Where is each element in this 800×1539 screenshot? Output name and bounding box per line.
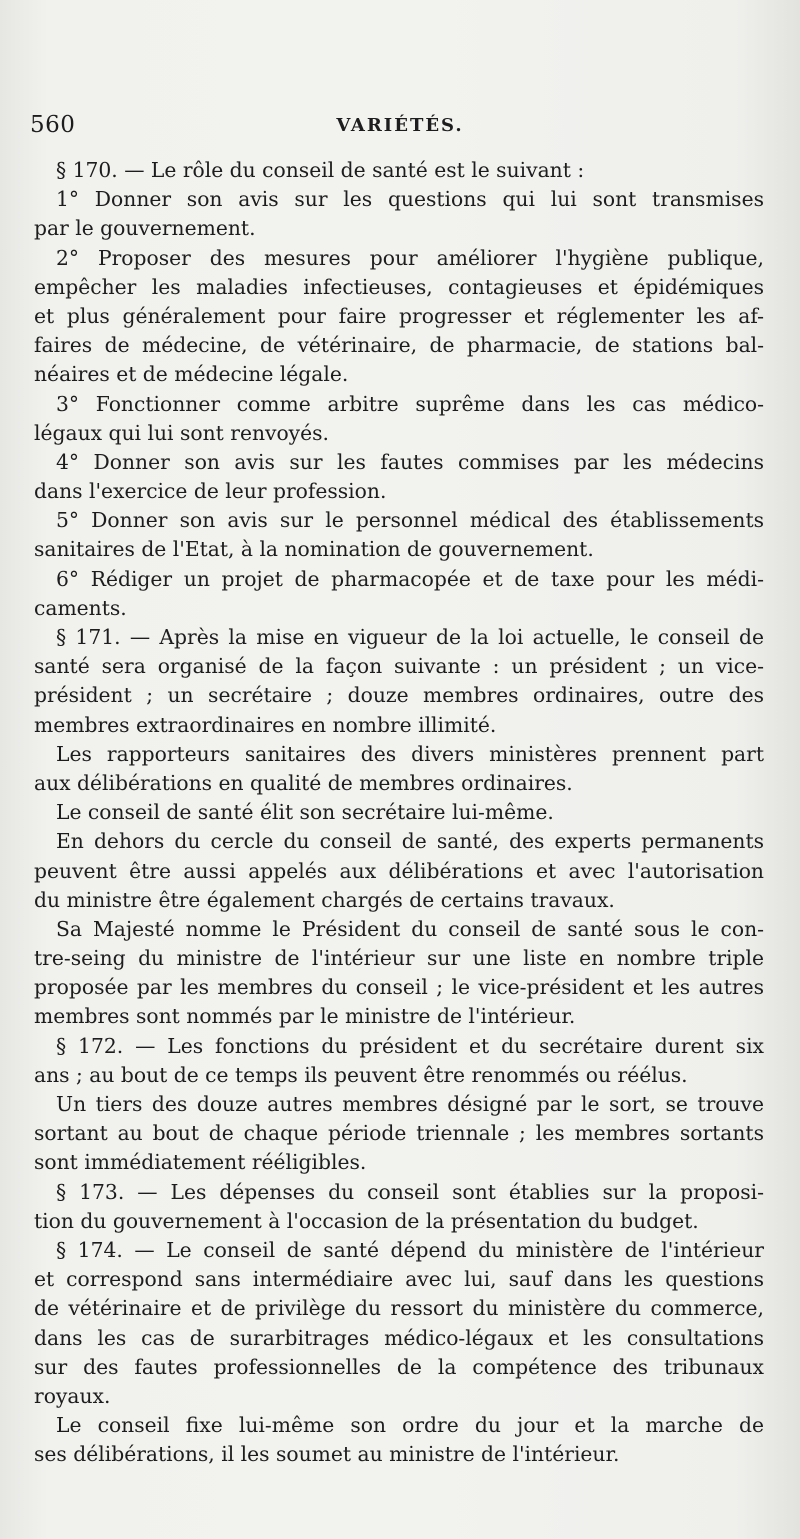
text-line: sont immédiatement rééligibles. xyxy=(34,1150,367,1175)
text-line: membres extraordinaires en nombre illimité. xyxy=(34,712,497,737)
text-line: santé sera organisé de la façon suivante : un président ; un vice- xyxy=(34,654,764,679)
text-line: § 170. — Le rôle du conseil de santé est le suivant : xyxy=(56,158,585,182)
text-line: 3° Fonctionner comme arbitre suprême dans les cas médico- xyxy=(56,391,764,416)
text-line: royaux. xyxy=(34,1383,111,1408)
page-number: 560 xyxy=(30,112,76,138)
text-line: et plus généralement pour faire progresser et réglementer les af- xyxy=(34,303,764,328)
text-line: ses délibérations, il les soumet au ministre de l'intérieur. xyxy=(34,1442,620,1467)
text-line: néaires et de médecine légale. xyxy=(34,362,349,387)
text-line: aux délibérations en qualité de membres ordinaires. xyxy=(34,770,573,795)
text-line: 5° Donner son avis sur le personnel médical des établissements xyxy=(56,508,764,533)
text-line: Les rapporteurs sanitaires des divers ministères prennent part xyxy=(56,741,764,766)
text-line: peuvent être aussi appelés aux délibérations et avec l'autorisation xyxy=(34,858,764,883)
text-line: tre-seing du ministre de l'intérieur sur une liste en nombre triple xyxy=(34,946,764,971)
text-line: du ministre être également chargés de certains travaux. xyxy=(34,887,615,912)
text-line: § 171. — Après la mise en vigueur de la loi actuelle, le conseil de xyxy=(56,625,764,649)
text-line: tion du gouvernement à l'occasion de la présentation du budget. xyxy=(34,1208,699,1233)
text-line: ans ; au bout de ce temps ils peuvent être renommés ou réélus. xyxy=(34,1062,688,1087)
text-line: président ; un secrétaire ; douze membres ordinaires, outre des xyxy=(34,683,764,708)
page-header xyxy=(30,112,770,142)
text-line: dans les cas de surarbitrages médico-légaux et les consultations xyxy=(34,1325,764,1350)
text-line: § 173. — Les dépenses du conseil sont établies sur la proposi- xyxy=(56,1179,764,1204)
text-line: sortant au bout de chaque période triennale ; les membres sortants xyxy=(34,1121,764,1146)
text-line: § 172. — Les fonctions du président et du secrétaire durent six xyxy=(56,1033,764,1058)
body-text xyxy=(34,156,764,1469)
text-line: membres sont nommés par le ministre de l'intérieur. xyxy=(34,1004,576,1029)
text-line: Le conseil de santé élit son secrétaire lui-même. xyxy=(56,800,554,825)
text-line: de vétérinaire et de privilège du ressort du ministère du commerce, xyxy=(34,1296,764,1321)
text-line: proposée par les membres du conseil ; le vice-président et les autres xyxy=(34,975,764,1000)
text-line: Un tiers des douze autres membres désigné par le sort, se trouve xyxy=(56,1092,764,1116)
text-line: 4° Donner son avis sur les fautes commises par les médecins xyxy=(56,449,764,474)
text-line: faires de médecine, de vétérinaire, de pharmacie, de stations bal- xyxy=(34,333,764,358)
text-line: 2° Proposer des mesures pour améliorer l'hygiène publique, xyxy=(56,245,764,270)
text-line: empêcher les maladies infectieuses, contagieuses et épidémiques xyxy=(34,274,764,299)
text-line: par le gouvernement. xyxy=(34,216,256,241)
text-line: légaux qui lui sont renvoyés. xyxy=(34,420,329,445)
text-line: 1° Donner son avis sur les questions qui lui sont transmises xyxy=(56,187,764,212)
text-line: § 174. — Le conseil de santé dépend du ministère de l'intérieur xyxy=(56,1237,764,1262)
text-line: Sa Majesté nomme le Président du conseil de santé sous le con- xyxy=(56,916,764,941)
text-line: sanitaires de l'Etat, à la nomination de gouvernement. xyxy=(34,537,594,562)
text-line: caments. xyxy=(34,595,127,620)
running-title: VARIÉTÉS. xyxy=(336,115,464,136)
text-line: Le conseil fixe lui-même son ordre du jour et la marche de xyxy=(56,1413,764,1438)
text-line: sur des fautes professionnelles de la compétence des tribunaux xyxy=(34,1354,764,1379)
text-line: En dehors du cercle du conseil de santé, des experts permanents xyxy=(56,829,764,854)
text-line: et correspond sans intermédiaire avec lui, sauf dans les questions xyxy=(34,1267,764,1292)
text-line: dans l'exercice de leur profession. xyxy=(34,479,387,504)
text-line: 6° Rédiger un projet de pharmacopée et de taxe pour les médi- xyxy=(56,566,764,591)
